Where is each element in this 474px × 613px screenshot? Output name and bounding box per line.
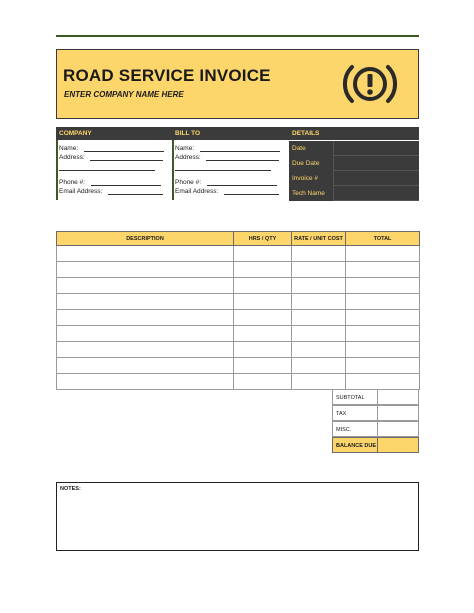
details-tech-name-label: Tech Name <box>289 186 333 201</box>
table-row <box>57 262 420 278</box>
rate-cell[interactable] <box>292 262 346 278</box>
details-heading: DETAILS <box>289 127 419 140</box>
balance-due-label: BALANCE DUE <box>332 437 378 453</box>
tax-label: TAX <box>332 405 378 421</box>
hrs-qty-cell[interactable] <box>234 342 292 358</box>
table-row <box>57 246 420 262</box>
notes-box[interactable] <box>56 482 419 551</box>
table-row <box>57 294 420 310</box>
rate-cell[interactable] <box>292 326 346 342</box>
description-cell[interactable] <box>57 374 234 390</box>
company-address-line-2[interactable] <box>59 170 155 171</box>
subtotal-label: SUBTOTAL <box>332 389 378 405</box>
table-row <box>57 342 420 358</box>
hrs-qty-cell[interactable] <box>234 294 292 310</box>
company-address-label: Address: <box>59 154 85 161</box>
total-cell[interactable] <box>346 374 420 390</box>
details-date-input[interactable] <box>333 141 419 156</box>
hrs-qty-column-header: HRS / QTY <box>234 232 292 246</box>
line-items-table <box>56 231 420 390</box>
company-phone-row[interactable] <box>59 179 161 186</box>
description-cell[interactable] <box>57 246 234 262</box>
rate-cell[interactable] <box>292 374 346 390</box>
total-cell[interactable] <box>346 262 420 278</box>
description-cell[interactable] <box>57 326 234 342</box>
company-email-input[interactable] <box>108 188 163 195</box>
details-invoice-number-input[interactable] <box>333 171 419 186</box>
total-cell[interactable] <box>346 246 420 262</box>
company-heading: COMPANY <box>56 127 173 140</box>
bill-to-address-row[interactable] <box>175 154 279 161</box>
company-left-border <box>56 140 58 200</box>
company-phone-label: Phone #: <box>59 179 86 186</box>
details-tech-name-input[interactable] <box>333 186 419 201</box>
balance-due-value[interactable] <box>377 437 419 453</box>
rate-cell[interactable] <box>292 310 346 326</box>
misc-label: MISC. <box>332 421 378 437</box>
rate-cell[interactable] <box>292 246 346 262</box>
description-cell[interactable] <box>57 278 234 294</box>
company-name-row[interactable] <box>59 145 164 152</box>
table-row <box>57 310 420 326</box>
description-cell[interactable] <box>57 262 234 278</box>
hrs-qty-cell[interactable] <box>234 246 292 262</box>
bill-to-name-input[interactable] <box>200 145 280 152</box>
company-email-label: Email Address: <box>59 188 103 195</box>
company-address-row[interactable] <box>59 154 163 161</box>
description-cell[interactable] <box>57 310 234 326</box>
table-row <box>57 374 420 390</box>
table-row <box>57 358 420 374</box>
details-due-date-input[interactable] <box>333 156 419 171</box>
rate-cell[interactable] <box>292 358 346 374</box>
rate-column-header: RATE / UNIT COST <box>292 232 346 246</box>
bill-to-phone-row[interactable] <box>175 179 277 186</box>
bill-to-name-row[interactable] <box>175 145 280 152</box>
misc-value[interactable] <box>377 421 419 437</box>
rate-cell[interactable] <box>292 342 346 358</box>
invoice-header <box>56 49 419 119</box>
table-header-row <box>57 232 420 246</box>
hrs-qty-cell[interactable] <box>234 310 292 326</box>
description-cell[interactable] <box>57 294 234 310</box>
total-cell[interactable] <box>346 358 420 374</box>
notes-label: NOTES: <box>60 486 81 492</box>
company-address-input[interactable] <box>90 154 163 161</box>
top-rule <box>56 35 419 37</box>
line-items-body <box>57 246 420 390</box>
description-cell[interactable] <box>57 358 234 374</box>
bill-to-left-border <box>172 140 174 200</box>
bill-to-email-input[interactable] <box>224 188 279 195</box>
company-phone-input[interactable] <box>91 179 161 186</box>
bill-to-phone-label: Phone #: <box>175 179 202 186</box>
company-name-field[interactable]: ENTER COMPANY NAME HERE <box>64 90 184 99</box>
details-due-date-label: Due Date <box>289 156 333 171</box>
description-cell[interactable] <box>57 342 234 358</box>
rate-cell[interactable] <box>292 278 346 294</box>
total-cell[interactable] <box>346 310 420 326</box>
total-cell[interactable] <box>346 326 420 342</box>
bill-to-phone-input[interactable] <box>207 179 277 186</box>
bill-to-heading: BILL TO <box>172 127 290 140</box>
total-column-header: TOTAL <box>346 232 420 246</box>
tax-value[interactable] <box>377 405 419 421</box>
hrs-qty-cell[interactable] <box>234 278 292 294</box>
bill-to-email-row[interactable] <box>175 188 279 195</box>
bill-to-address-label: Address: <box>175 154 201 161</box>
bill-to-email-label: Email Address: <box>175 188 219 195</box>
company-name-label: Name: <box>59 145 79 152</box>
hrs-qty-cell[interactable] <box>234 374 292 390</box>
total-cell[interactable] <box>346 342 420 358</box>
hrs-qty-cell[interactable] <box>234 262 292 278</box>
details-date-label: Date <box>289 141 333 156</box>
bill-to-name-label: Name: <box>175 145 195 152</box>
table-row <box>57 278 420 294</box>
bill-to-address-line-2[interactable] <box>175 170 271 171</box>
alert-exclamation-icon <box>342 58 398 110</box>
company-name-input[interactable] <box>84 145 164 152</box>
hrs-qty-cell[interactable] <box>234 358 292 374</box>
total-cell[interactable] <box>346 294 420 310</box>
company-email-row[interactable] <box>59 188 163 195</box>
description-column-header: DESCRIPTION <box>57 232 234 246</box>
bill-to-address-input[interactable] <box>206 154 279 161</box>
details-invoice-number-label: Invoice # <box>289 171 333 186</box>
hrs-qty-cell[interactable] <box>234 326 292 342</box>
rate-cell[interactable] <box>292 294 346 310</box>
total-cell[interactable] <box>346 278 420 294</box>
subtotal-value[interactable] <box>377 389 419 405</box>
invoice-title: ROAD SERVICE INVOICE <box>63 66 271 85</box>
table-row <box>57 326 420 342</box>
